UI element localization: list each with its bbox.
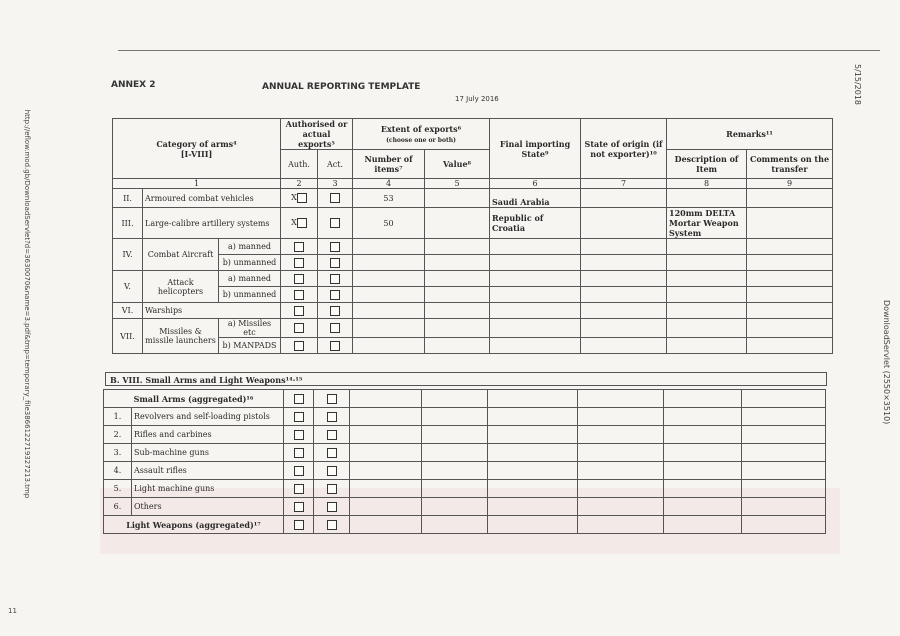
act-checkbox[interactable] bbox=[314, 426, 350, 444]
header-value: Value⁸ bbox=[425, 150, 490, 179]
auth-checkbox[interactable] bbox=[284, 498, 314, 516]
col-num: 6 bbox=[490, 179, 581, 189]
header-num-items: Number of items⁷ bbox=[353, 150, 425, 179]
auth-checkbox[interactable] bbox=[284, 408, 314, 426]
col-num: 1 bbox=[113, 179, 281, 189]
act-checkbox[interactable] bbox=[314, 390, 350, 408]
table-row: 4. Assault rifles bbox=[104, 462, 826, 480]
auth-checkbox[interactable] bbox=[281, 338, 318, 354]
col-num: 4 bbox=[353, 179, 425, 189]
auth-checkbox[interactable] bbox=[284, 462, 314, 480]
header-category: Category of arms⁴ [I-VIII] bbox=[113, 119, 281, 179]
auth-checkbox[interactable] bbox=[284, 444, 314, 462]
auth-checkbox[interactable] bbox=[281, 255, 318, 271]
header-comments: Comments on the transfer bbox=[747, 150, 833, 179]
act-checkbox[interactable] bbox=[318, 208, 353, 239]
act-checkbox[interactable] bbox=[314, 462, 350, 480]
side-url: http://eflow.mod.gb/DownloadServlet?d=3630070&name=3.pdf&tmp=temporary_file3866122719327213.tmp bbox=[23, 109, 31, 499]
header-extent: Extent of exports⁶ (choose one or both) bbox=[353, 119, 490, 150]
side-filename: DownloadServlet (2550×3510) bbox=[882, 300, 891, 425]
table-row: 6. Others bbox=[104, 498, 826, 516]
auth-checkbox[interactable] bbox=[281, 303, 318, 319]
table-row: Light Weapons (aggregated)¹⁷ bbox=[104, 516, 826, 534]
col-num: 9 bbox=[747, 179, 833, 189]
col-num: 8 bbox=[667, 179, 747, 189]
side-date: 5/15/2018 bbox=[853, 64, 862, 106]
auth-checkbox[interactable] bbox=[281, 319, 318, 338]
table-row: II. Armoured combat vehicles X 53 Saudi Arabia bbox=[113, 189, 833, 208]
act-checkbox[interactable] bbox=[314, 516, 350, 534]
act-checkbox[interactable] bbox=[314, 480, 350, 498]
table-row: IV. Combat Aircraft a) manned bbox=[113, 239, 833, 255]
act-checkbox[interactable] bbox=[314, 444, 350, 462]
table-row: b) unmanned bbox=[113, 287, 833, 303]
auth-checkbox[interactable]: X bbox=[281, 189, 318, 208]
auth-checkbox[interactable] bbox=[281, 239, 318, 255]
col-num: 5 bbox=[425, 179, 490, 189]
table-row: III. Large-calibre artillery systems X 50 Republic of Croatia 120mm DELTA Mortar Weapon System bbox=[113, 208, 833, 239]
reporting-table-b bbox=[103, 389, 826, 534]
auth-checkbox[interactable] bbox=[284, 390, 314, 408]
table-row: V. Attack helicopters a) manned bbox=[113, 271, 833, 287]
top-rule bbox=[118, 50, 880, 51]
act-checkbox[interactable] bbox=[318, 255, 353, 271]
act-checkbox[interactable] bbox=[318, 303, 353, 319]
table-row: VII. Missiles & missile launchers a) Missiles etc bbox=[113, 319, 833, 338]
page-title: ANNUAL REPORTING TEMPLATE bbox=[262, 82, 421, 92]
auth-checkbox[interactable] bbox=[281, 287, 318, 303]
act-checkbox[interactable] bbox=[318, 319, 353, 338]
header-remarks: Remarks¹¹ bbox=[667, 119, 833, 150]
auth-checkbox[interactable]: X bbox=[281, 208, 318, 239]
auth-checkbox[interactable] bbox=[284, 426, 314, 444]
table-row: VI. Warships bbox=[113, 303, 833, 319]
header-authorised: Authorised or actual exports⁵ bbox=[281, 119, 353, 150]
table-row: Small Arms (aggregated)¹⁶ bbox=[104, 390, 826, 408]
header-origin: State of origin (if not exporter)¹⁰ bbox=[581, 119, 667, 179]
act-checkbox[interactable] bbox=[318, 287, 353, 303]
col-num: 3 bbox=[318, 179, 353, 189]
template-date: 17 July 2016 bbox=[455, 95, 499, 103]
header-description: Description of Item bbox=[667, 150, 747, 179]
table-row: b) unmanned bbox=[113, 255, 833, 271]
act-checkbox[interactable] bbox=[314, 408, 350, 426]
auth-checkbox[interactable] bbox=[284, 516, 314, 534]
col-num: 2 bbox=[281, 179, 318, 189]
section-b-heading: B. VIII. Small Arms and Light Weapons¹⁴·¹⁵ bbox=[105, 372, 827, 386]
table-row: b) MANPADS bbox=[113, 338, 833, 354]
header-act: Act. bbox=[318, 150, 353, 179]
act-checkbox[interactable] bbox=[318, 338, 353, 354]
annex-label: ANNEX 2 bbox=[111, 80, 156, 90]
act-checkbox[interactable] bbox=[318, 271, 353, 287]
act-checkbox[interactable] bbox=[318, 189, 353, 208]
auth-checkbox[interactable] bbox=[281, 271, 318, 287]
table-row: 2. Rifles and carbines bbox=[104, 426, 826, 444]
auth-checkbox[interactable] bbox=[284, 480, 314, 498]
table-row: 1. Revolvers and self-loading pistols bbox=[104, 408, 826, 426]
header-auth: Auth. bbox=[281, 150, 318, 179]
act-checkbox[interactable] bbox=[318, 239, 353, 255]
header-final-state: Final importing State⁹ bbox=[490, 119, 581, 179]
col-num: 7 bbox=[581, 179, 667, 189]
act-checkbox[interactable] bbox=[314, 498, 350, 516]
page-number: 11 bbox=[8, 607, 17, 615]
table-row: 5. Light machine guns bbox=[104, 480, 826, 498]
reporting-table-a bbox=[112, 118, 833, 354]
table-row: 3. Sub-machine guns bbox=[104, 444, 826, 462]
